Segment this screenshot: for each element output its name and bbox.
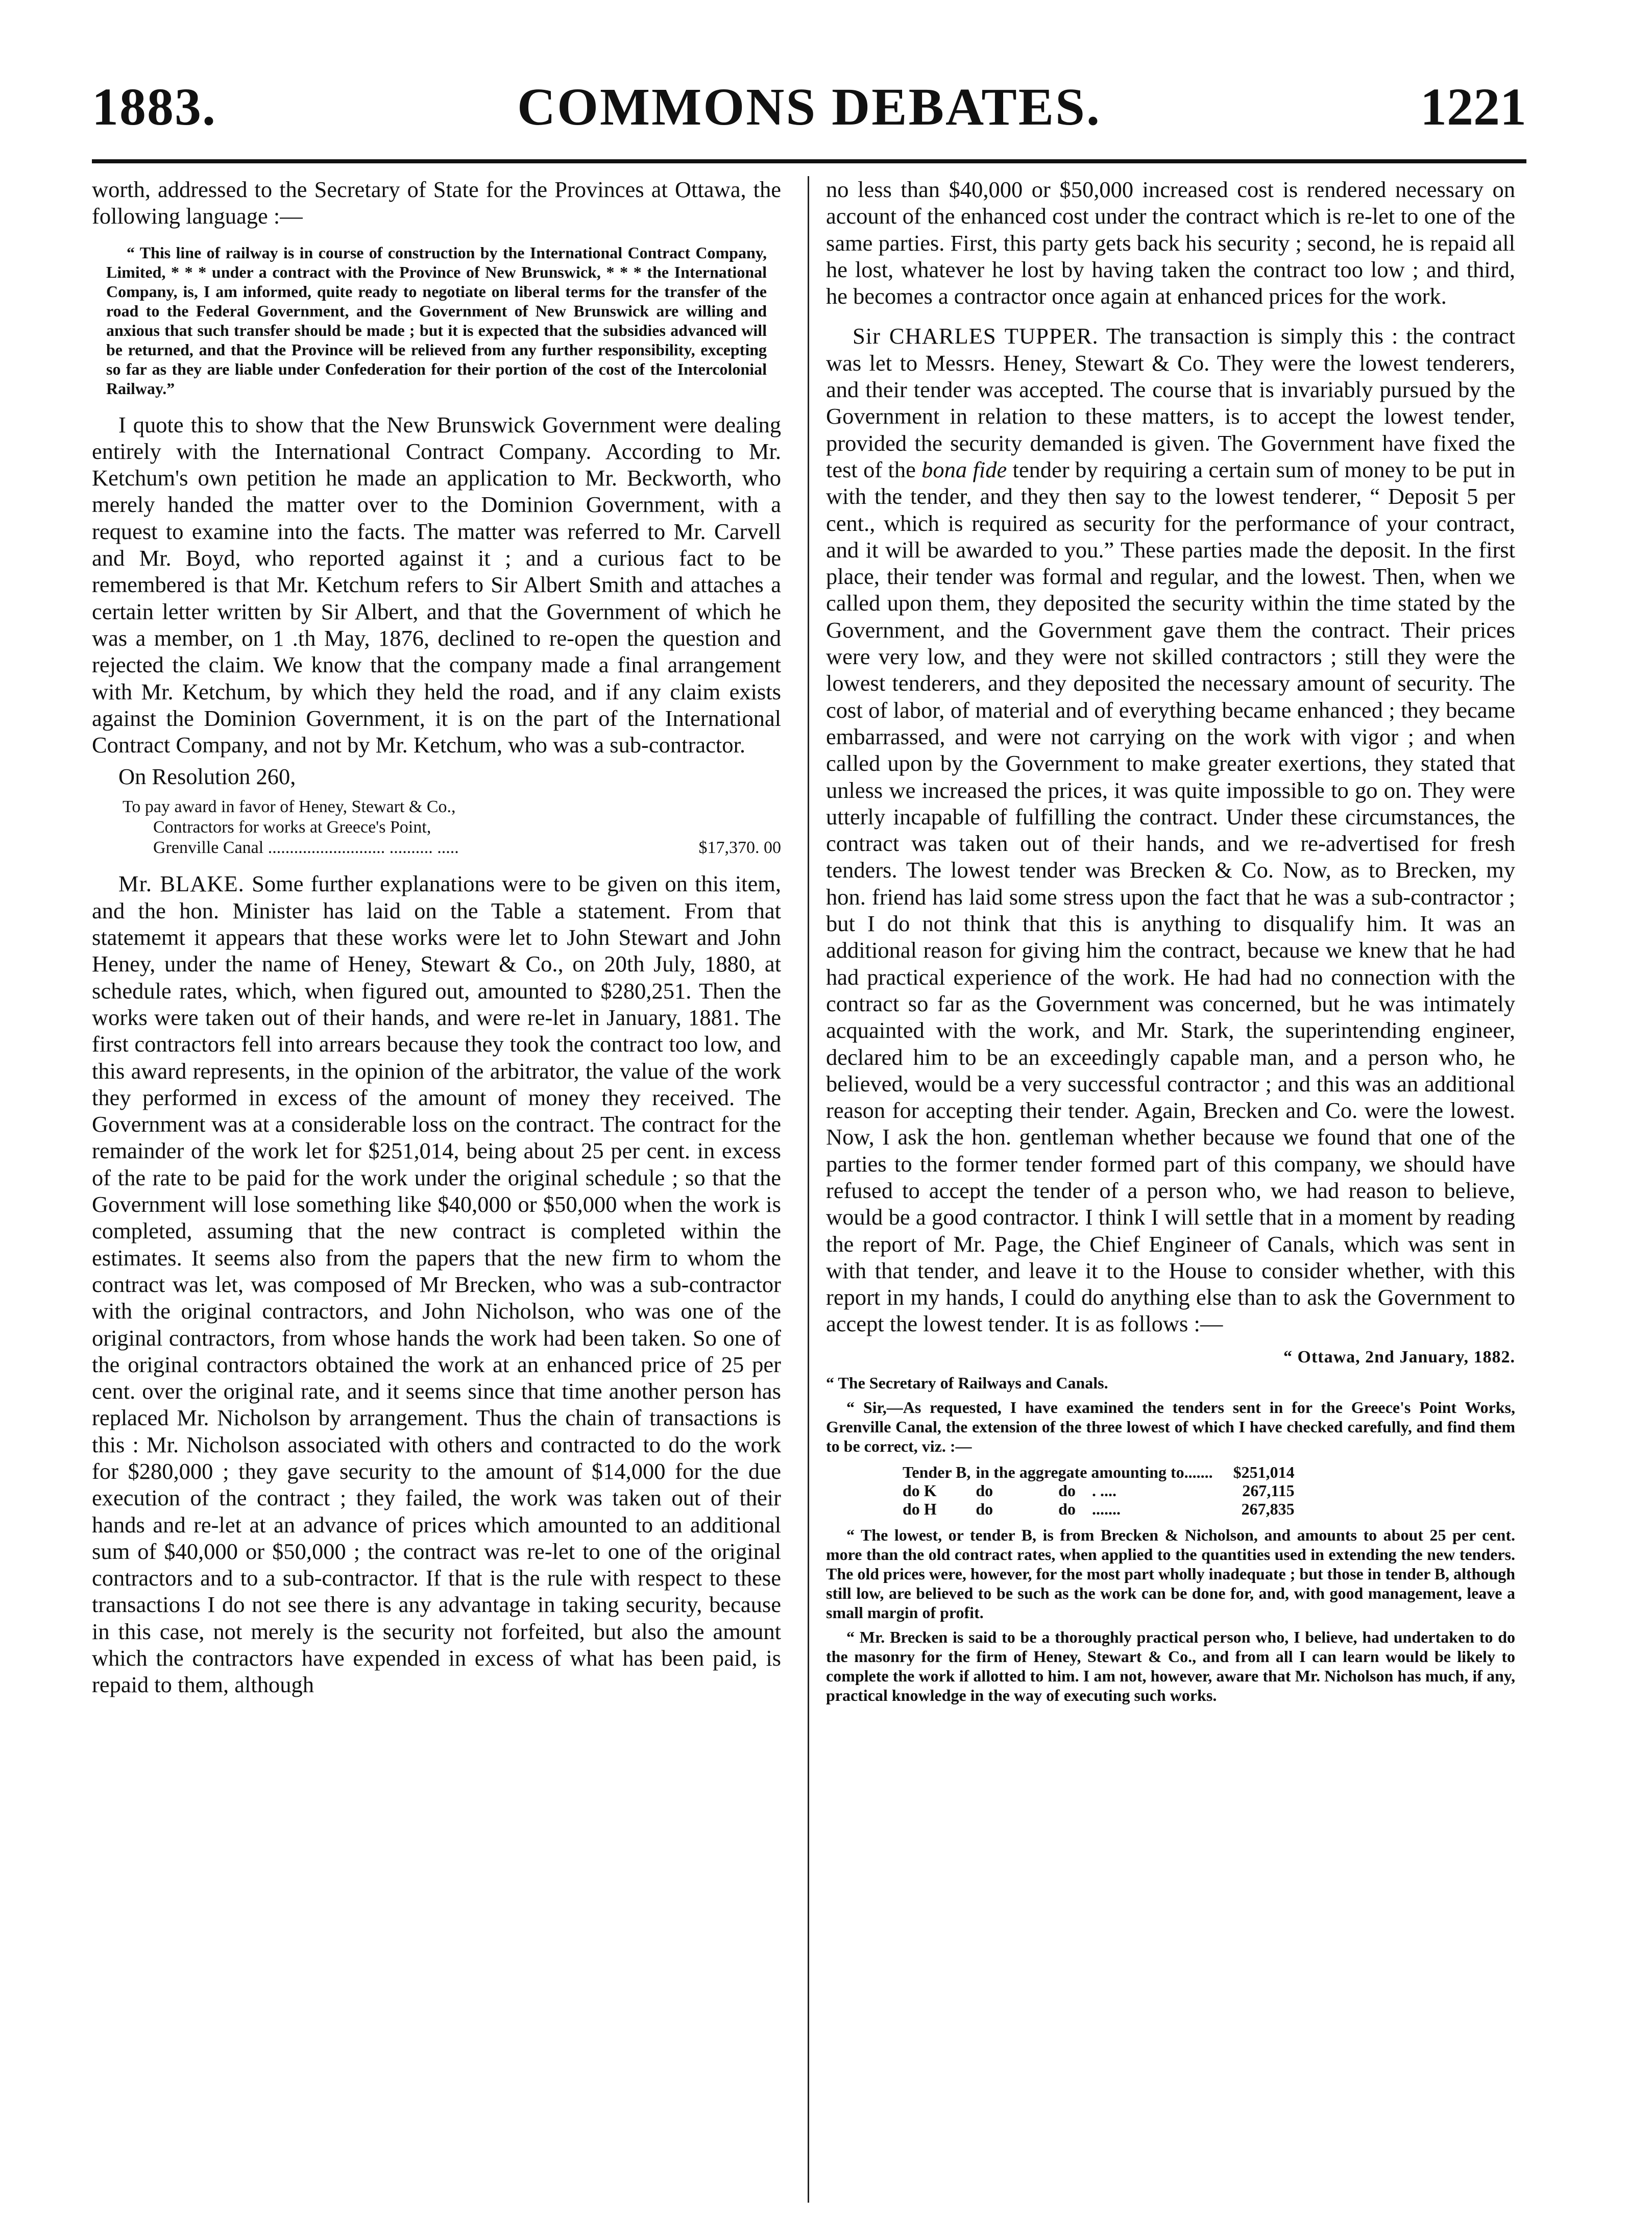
letter-paragraph: “ The lowest, or tender B, is from Brecken & Nicholson, and amounts to about 25 per cent. more than the old contract rates, when applied to the quantities used in extending the new tenders. The old prices were, however, for the most part wholly inadequate ; but those in tender B, although still low, are believed to be such as the work can be done for, and, with good management, leave a small margin of profit. [826, 1525, 1515, 1622]
column-divider [808, 176, 809, 2203]
letter-paragraph: “ Mr. Brecken is said to be a thoroughly practical person who, I believe, had undertaken to do the masonry for the firm of Heney, Stewart & Co., and from all I can learn would be likely to complete the work if allotted to him. I am not, however, aware that Mr. Nicholson has much, if any, practical knowledge in the way of executing such works. [826, 1627, 1515, 1704]
tender-label: do K [903, 1481, 937, 1500]
speaker-name: Sir CHARLES TUPPER. [853, 323, 1099, 349]
tender-row [903, 1481, 1300, 1500]
tender-label: do H [903, 1499, 937, 1518]
page-number: 1221 [1420, 78, 1526, 136]
resolution-line [123, 838, 781, 858]
resolution-amount: $17,370. 00 [698, 838, 781, 858]
tender-desc: do do . .... [976, 1481, 1116, 1500]
header-year: 1883. [92, 78, 216, 136]
paragraph: worth, addressed to the Secretary of State for the Provinces at Ottawa, the following language :— [92, 177, 781, 229]
tender-amount: 267,835 [1241, 1499, 1295, 1518]
speech-italic: bona fide [921, 456, 1007, 482]
speech-text: The transaction is simply this : the contract was let to Messrs. Heney, Stewart & Co. They were the lowest tenderers, and their tender was accepted. The course that is invariably pursued by the Government in relation to these matters, is to accept the lowest tender, provided the security demanded is given. The Government have fixed the test of the [826, 323, 1515, 482]
left-column [92, 176, 781, 1698]
header-rule [92, 159, 1526, 163]
resolution-line: Contractors for works at Greece's Point, [153, 818, 431, 837]
speaker-name: Mr. BLAKE. [118, 871, 245, 897]
speech-text: tender by requiring a certain sum of money to be put in with the tender, and they then say to the lowest tenderer, “ Deposit 5 per cent., which is required as security for the performance of your contract, and it will be awarded to you.” These parties made the deposit. In the first place, their tender was formal and regular, and the lowest. Then, when we called upon them, they deposited the security within the time stated by the Government, and the Government gave them the contract. Their prices were very low, and they were not skilled contractors ; still they were the lowest tenderers, and they deposited the necessary amount of security. The cost of labor, of material and of everything became enhanced ; they became embarrassed, and were not carrying on the work with vigor ; and when called upon by the Government to make greater exertions, they stated that unless we increased the prices, it was quite impossible to go on. They were utterly incapable of fulfilling the contract. Under these circumstances, the contract was taken out of their hands, and we re-advertised for fresh tenders. The lowest tender was Brecken & Co. Now, as to Brecken, my hon. friend has laid some stress upon the fact that he was a sub-contractor ; but I do not think that this is anything to disqualify him. It was an additional reason for giving him the contract, because we knew that he had had practical experience of the work. He had had no connection with the contract so far as the Government was concerned, but he was intimately acquainted with the work, and Mr. Stark, the superintending engineer, declared him to be an exceedingly capable man, and a person who, he believed, would be a very successful contractor ; and this was an additional reason for accepting their tender. Again, Brecken and Co. were the lowest. Now, I ask the hon. gentleman whether because we found that one of the parties to the former tender formed part of this company, we should have refused to accept the tender of a person who, we had reason to believe, would be a good contractor. I think I will settle that in a moment by reading the report of Mr. Page, the Chief Engineer of Canals, which was sent in with that tender, and leave it to the House to consider whether, with this report in my hands, I could do anything else than to ask the Government to accept the lowest tender. It is as follows :— [826, 456, 1516, 1337]
page-title: COMMONS DEBATES. [517, 78, 1101, 136]
tenders-table [903, 1463, 1300, 1518]
page-header [92, 77, 1526, 148]
resolution-line: To pay award in favor of Heney, Stewart & Co., [123, 797, 456, 817]
block-quote: “ This line of railway is in course of construction by the International Contract Company, Limited, * * * under a contract with the Province of New Brunswick, * * * the International Company, is, I am informed, quite ready to negotiate on liberal terms for the transfer of the road to the Federal Government, and the Government of New Brunswick are willing and anxious that such transfer should be made ; but it is expected that the subsidies advanced will be returned, and that the Province will be relieved from any further responsibility, excepting so far as they are liable under Confederation for their portion of the cost of the Intercolonial Railway.” [106, 243, 767, 398]
letter-paragraph: “ Sir,—As requested, I have examined the tenders sent in for the Greece's Point Works, Grenville Canal, the extension of the three lowest of which I have checked carefully, and find them to be correct, viz. :— [826, 1398, 1515, 1455]
tender-row [903, 1463, 1300, 1481]
letter-dateline: “ Ottawa, 2nd January, 1882. [1283, 1347, 1515, 1367]
resolution-item [123, 797, 781, 858]
tender-label: Tender B, [903, 1462, 971, 1481]
right-column [826, 176, 1515, 1705]
tender-amount: 267,115 [1242, 1481, 1295, 1500]
paragraph-tupper [826, 323, 1515, 1337]
letter-salutation: “ The Secretary of Railways and Canals. [826, 1373, 1108, 1392]
tender-desc: do do ....... [976, 1499, 1121, 1518]
tender-row [903, 1500, 1300, 1518]
paragraph-blake [92, 870, 781, 1698]
speech-text: Some further explanations were to be given on this item, and the hon. Minister has laid on the Table a statement. From that statememt it appears that these works were let to John Stewart and John Heney, under the name of Heney, Stewart & Co., on 20th July, 1880, at schedule rates, which, when figured out, amounted to $280,251. Then the works were taken out of their hands, and were re-let in January, 1881. The first contractors fell into arrears because they took the contract too low, and this award represents, in the opinion of the arbitrator, the value of the work they performed in excess of the amount of money they received. The Government was at a considerable loss on the contract. The contract for the remainder of the work let for $251,014, being about 25 per cent. in excess of the rate to be paid for the work under the original schedule ; so that the Government will lose something like $40,000 or $50,000 when the work is completed, assuming that the new contract is completed within the estimates. It seems also from the papers that the new firm to whom the contract was let, was composed of Mr Brecken, who was a sub-contractor with the original contractors, and John Nicholson, who was one of the original contractors, from whose hands the work had been taken. So one of the original contractors obtained the work at an enhanced price of 25 per cent. over the original rate, and it seems since that time another person has replaced Mr. Nicholson by arrangement. Thus the chain of transactions is this : Mr. Nicholson associated with others and contracted to do the work for $280,000 ; they gave security to the amount of $14,000 for the due execution of the contract ; they failed, the work was taken out of their hands and re-let at an advance of prices which amounted to an additional sum of $40,000 or $50,000 ; the contract was re-let to one of the original contractors and to a sub-contractor. If that is the rule with respect to these transactions I do not see there is any advantage in taking security, because in this case, not merely is the security not forfeited, but also the amount which the contractors have expended in excess of what has been paid, is repaid to them, although [92, 871, 782, 1698]
paragraph: no less than $40,000 or $50,000 increased cost is rendered necessary on account of the enhanced cost under the contract which is re-let to one of the same parties. First, this party gets back his security ; second, he is repaid all he lost, whatever he lost by having taken the contract too low ; and third, he becomes a contractor once again at enhanced prices for the work. [826, 177, 1515, 309]
paragraph: I quote this to show that the New Brunswick Government were dealing entirely with the International Contract Company. According to Mr. Ketchum's own petition he made an application to Mr. Beckworth, who merely handed the matter over to the Dominion Government, with a request to examine into the facts. The matter was referred to Mr. Carvell and Mr. Boyd, who reported against it ; and a curious fact to be remembered is that Mr. Ketchum refers to Sir Albert Smith and attaches a certain letter written by Sir Albert, and that the Government of which he was a member, on 1 .th May, 1876, declined to re-open the question and rejected the claim. We know that the company made a final arrangement with Mr. Ketchum, by which they held the road, and if any claim exists against the Dominion Government, it is on the part of the International Contract Company, and not by Mr. Ketchum, who was a sub-contractor. [92, 411, 781, 758]
tender-amount: $251,014 [1233, 1462, 1295, 1481]
resolution-heading: On Resolution 260, [118, 764, 296, 790]
resolution-line-text: Grenville Canal ........................... .......... ..... [153, 838, 459, 858]
tender-desc: in the aggregate amounting to....... [976, 1462, 1213, 1481]
